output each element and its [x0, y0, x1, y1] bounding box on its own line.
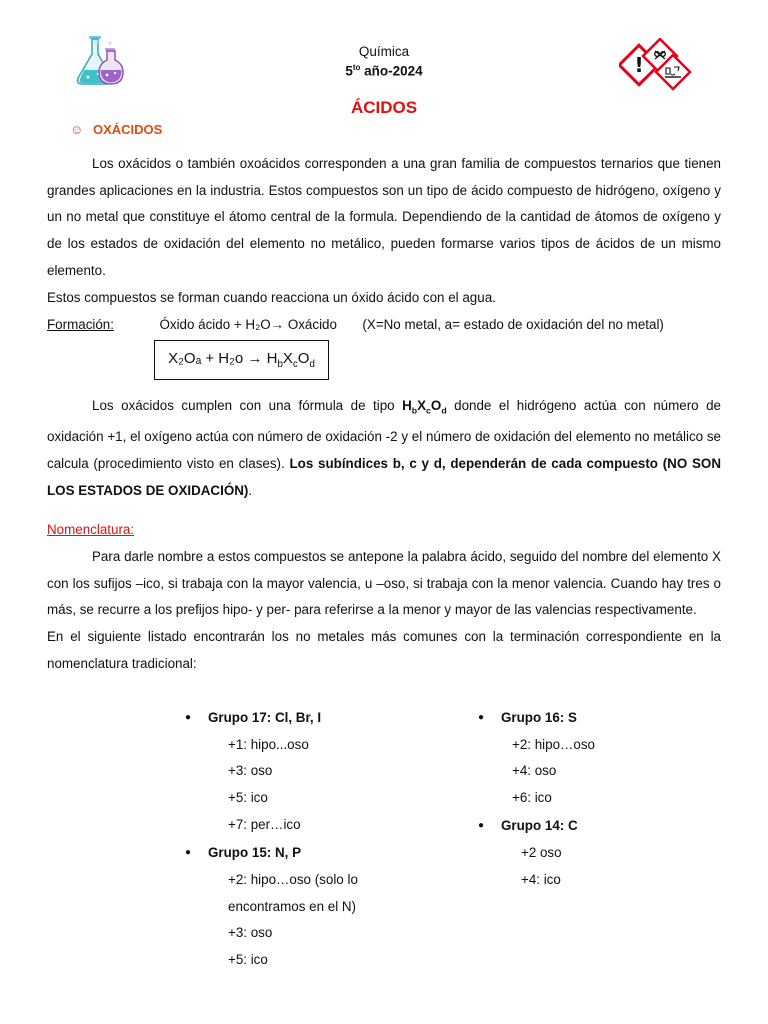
list-item: +5: ico	[228, 952, 268, 967]
grade-superscript: to	[352, 63, 361, 72]
nomenclature-text: Para darle nombre a estos compuestos se antepone la palabra ácido, seguido del nombre del elemento X con los sufijos –ico, si trabaja con la mayor valencia, u –oso, si trabaja con la menor valencia. Cuando hay tres o más, se recurre a los prefijos hipo- y per- para referirse a la menor y mayor de las valencias respectivamente.	[47, 549, 721, 618]
list-item: +2: hipo…oso	[512, 737, 596, 752]
general-formula: $X_2O_a + H_2o \to H_bX_cO_d$	[168, 350, 315, 370]
svg-text:!: !	[634, 53, 644, 77]
list-item: +6: ico	[512, 790, 552, 805]
list-bullet: ●	[478, 820, 485, 831]
formation-equation: Óxido ácido + H₂O→ Oxácido	[159, 317, 337, 332]
list-item: +5: ico	[228, 790, 268, 805]
list-bullet: ●	[185, 712, 192, 723]
formula-text-end: .	[248, 482, 253, 498]
formation-note: (X=No metal, a= estado de oxidación del no metal)	[362, 317, 664, 332]
list-item: +4: ico	[521, 872, 561, 887]
page-title: ÁCIDOS	[350, 98, 418, 117]
nomenclature-heading: Nomenclatura:	[47, 522, 135, 537]
intro-text: Los oxácidos o también oxoácidos corresponden a una gran familia de compuestos ternarios que tienen grandes aplicaciones en la industria. Estos compuestos son un tipo de ácido compuesto de hidrógeno, oxígeno y un no metal que constituye el átomo central de la formula. Dependiendo de la cantidad de átomos de oxígeno y de los estados de oxidación del elemento no metálico, pueden formarse varios tipos de ácidos de un mismo elemento.	[47, 156, 721, 278]
group-15-title: Grupo 15: N, P	[208, 845, 302, 860]
list-item: +7: per…ico	[228, 817, 301, 832]
list-item: +2 oso	[521, 845, 562, 860]
grade-year: año-2024	[360, 63, 423, 79]
group-17-title: Grupo 17: Cl, Br, I	[208, 710, 322, 725]
list-item: +4: oso	[512, 763, 557, 778]
formula-text-2: donde el hidrógeno actúa con número de oxidación +1, el oxígeno actúa con número de oxidación -2 y el número de oxidación del elemento no metálico se calcula (procedimiento visto en clases).	[47, 398, 721, 472]
section-label: OXÁCIDOS	[93, 122, 163, 137]
list-item: +2: hipo…oso (solo lo	[228, 872, 358, 887]
formula-inline: $H_bX_cO_d$	[402, 398, 447, 416]
group-16-title: Grupo 16: S	[501, 710, 577, 725]
list-bullet: ●	[478, 712, 485, 723]
formula-text-1: Los oxácidos cumplen con una fórmula de tipo	[92, 398, 403, 413]
list-bullet: ●	[185, 847, 192, 858]
subscripts-note: Los subíndices b, c y d, dependerán de cada compuesto (NO SON LOS ESTADOS DE OXIDACIÓN)	[47, 456, 722, 498]
list-item: +3: oso	[228, 925, 273, 940]
group-14-title: Grupo 14: C	[501, 818, 578, 833]
list-item: +3: oso	[228, 763, 273, 778]
formation-label: Formación:	[47, 317, 114, 332]
list-item: encontramos en el N)	[228, 899, 357, 914]
subject-label: Química	[358, 44, 410, 59]
list-item: +1: hipo...oso	[228, 737, 309, 752]
intro-text-2: Estos compuestos se forman cuando reacciona un óxido ácido con el agua.	[47, 289, 496, 305]
nomenclature-text-2: En el siguiente listado encontrarán los no metales más comunes con la terminación correspondiente en la nomenclatura tradicional:	[47, 629, 721, 671]
grade-number: 5	[345, 63, 353, 79]
smiley-icon: ☺	[70, 122, 84, 137]
